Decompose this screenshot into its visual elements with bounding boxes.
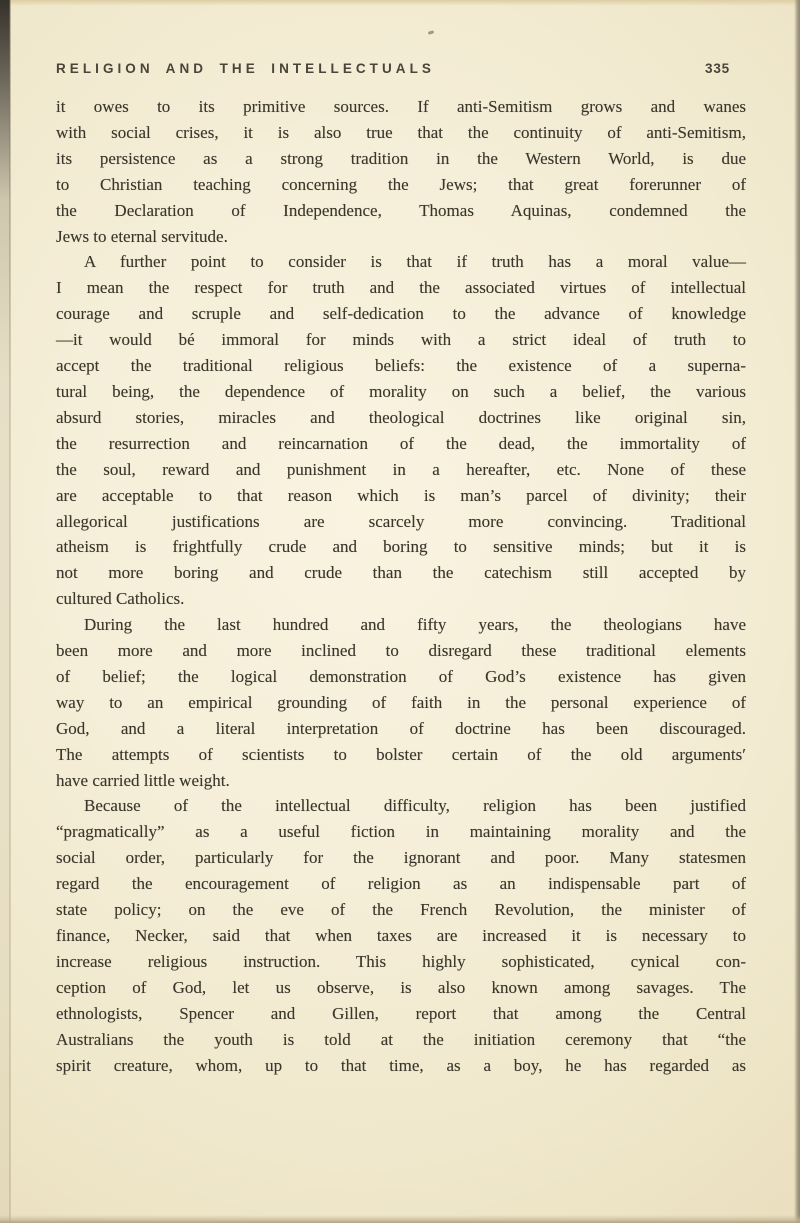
text-line: been more and more inclined to disregard these traditional elements: [56, 641, 746, 661]
paragraph: [56, 94, 746, 249]
text-line: finance, Necker, said that when taxes are increased it is necessary to: [56, 926, 746, 945]
text-line: the resurrection and reincarnation of the dead, the immortality of: [56, 433, 746, 453]
paragraph: [56, 793, 746, 1078]
text-line: have carried little weight.: [56, 770, 230, 790]
text-line: of belief; the logical demonstration of God’s existence has given: [56, 666, 746, 686]
running-header: [56, 61, 746, 76]
text-line: A further point to consider is that if truth has a moral value—: [84, 252, 746, 272]
text-line: way to an empirical grounding of faith in the personal experience of: [56, 692, 746, 712]
text-line: The attempts of scientists to bolster certain of the old argumentsʹ: [56, 744, 746, 764]
text-line: I mean the respect for truth and the associated virtues of intellectual: [56, 278, 746, 298]
text-line: Jews to eternal servitude.: [56, 226, 228, 246]
text-line: the soul, reward and punishment in a hereafter, etc. None of these: [56, 459, 746, 479]
text-line: are acceptable to that reason which is man’s parcel of divinity; their: [56, 485, 746, 505]
text-line: God, and a literal interpretation of doctrine has been discouraged.: [56, 718, 746, 738]
text-line: with social crises, it is also true that the continuity of anti-Semitism,: [56, 122, 746, 142]
text-line: regard the encouragement of religion as an indispensable part of: [56, 874, 746, 894]
text-line: —it would bé immoral for minds with a strict ideal of truth to: [56, 330, 746, 350]
page-text: [56, 94, 746, 1078]
text-line: courage and scruple and self-dedication to the advance of knowledge: [56, 304, 746, 324]
text-line: cultured Catholics.: [56, 589, 185, 609]
scan-speck: [428, 30, 435, 35]
running-header-title: RELIGION AND THE INTELLECTUALS: [56, 61, 435, 76]
text-line: not more boring and crude than the catechism still accepted by: [56, 563, 746, 583]
text-line: allegorical justifications are scarcely more convincing. Traditional: [56, 511, 746, 531]
text-line: state policy; on the eve of the French Revolution, the minister of: [56, 900, 746, 920]
page-edge-left-line: [9, 0, 11, 1223]
text-line: social order, particularly for the ignorant and poor. Many statesmen: [56, 848, 746, 868]
text-line: “pragmatically” as a useful fiction in maintaining morality and the: [56, 822, 746, 842]
paragraph: [56, 612, 746, 793]
page-edge-left: [0, 0, 10, 1223]
text-line: ception of God, let us observe, is also known among savages. The: [56, 977, 746, 997]
paragraph: [56, 249, 746, 612]
text-line: absurd stories, miracles and theological doctrines like original sin,: [56, 407, 746, 427]
text-line: to Christian teaching concerning the Jews; that great forerunner of: [56, 174, 746, 194]
text-line: ethnologists, Spencer and Gillen, report that among the Central: [56, 1003, 746, 1023]
text-line: it owes to its primitive sources. If anti-Semitism grows and wanes: [56, 97, 746, 116]
text-line: Because of the intellectual difficulty, religion has been justified: [84, 796, 746, 816]
text-line: accept the traditional religious beliefs: the existence of a superna-: [56, 356, 746, 376]
page-content: [56, 61, 746, 1078]
text-line: tural being, the dependence of morality on such a belief, the various: [56, 381, 746, 401]
text-line: the Declaration of Independence, Thomas Aquinas, condemned the: [56, 200, 746, 220]
page-edge-top: [0, 0, 800, 6]
text-line: its persistence as a strong tradition in the Western World, is due: [56, 148, 746, 168]
text-line: atheism is frightfully crude and boring to sensitive minds; but it is: [56, 537, 746, 557]
page-number: 335: [705, 61, 730, 76]
text-line: During the last hundred and fifty years, the theologians have: [84, 615, 746, 635]
text-line: spirit creature, whom, up to that time, as a boy, he has regarded as: [56, 1055, 746, 1075]
text-line: Australians the youth is told at the initiation ceremony that “the: [56, 1029, 746, 1049]
page-edge-right: [794, 0, 800, 1223]
text-line: increase religious instruction. This highly sophisticated, cynical con-: [56, 951, 746, 971]
page-edge-bottom: [0, 1215, 800, 1223]
